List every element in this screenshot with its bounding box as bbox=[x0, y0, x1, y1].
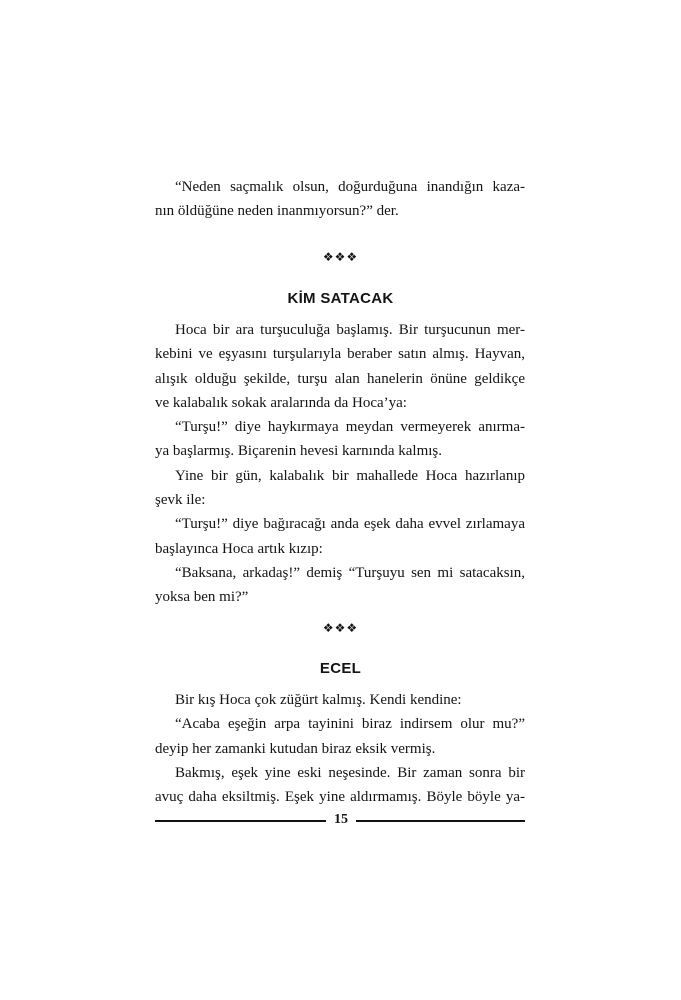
text-line: ve kalabalık sokak aralarında da Hoca’ya: bbox=[155, 394, 407, 411]
ornament-divider: ❖❖❖ bbox=[322, 250, 359, 264]
section-body-kim-satacak bbox=[155, 318, 525, 610]
ornament-divider: ❖❖❖ bbox=[322, 621, 359, 635]
section-title: KİM SATACAK bbox=[287, 290, 394, 307]
text-line: Bir kış Hoca çok züğürt kalmış. Kendi kendine: bbox=[175, 692, 462, 708]
text-line: başlayınca Hoca artık kızıp: bbox=[155, 540, 323, 557]
text-line: “Neden saçmalık olsun, doğurduğuna inandığın kaza- bbox=[175, 179, 525, 195]
text-line: Yine bir gün, kalabalık bir mahallede Hoca hazırlanıp bbox=[175, 467, 525, 484]
text-line: Hoca bir ara turşuculuğa başlamış. Bir turşucunun mer- bbox=[175, 322, 525, 338]
text-line: deyip her zamanki kutudan biraz eksik vermiş. bbox=[155, 740, 436, 757]
footer-rule-right bbox=[356, 820, 525, 822]
text-line: kebini ve eşyasını turşularıyla beraber satın almış. Hayvan, bbox=[155, 346, 525, 363]
section-title: ECEL bbox=[319, 660, 362, 677]
text-line: alışık olduğu şekilde, turşu alan hanelerin önüne geldikçe bbox=[155, 370, 525, 387]
text-line: Bakmış, eşek yine eski neşesinde. Bir zaman sonra bir bbox=[175, 764, 525, 781]
text-line: nın öldüğüne neden inanmıyorsun?” der. bbox=[155, 203, 399, 220]
continuation-text bbox=[155, 175, 525, 224]
text-line: “Acaba eşeğin arpa tayinini biraz indirsem olur mu?” bbox=[175, 716, 525, 733]
text-line: “Baksana, arkadaş!” demiş “Turşuyu sen mi satacaksın, bbox=[175, 564, 525, 581]
page-number: 15 bbox=[334, 812, 348, 827]
text-line: “Turşu!” diye haykırmaya meydan vermeyerek anırma- bbox=[175, 419, 525, 436]
section-body-ecel bbox=[155, 688, 525, 809]
text-line: ya başlarmış. Biçarenin hevesi karnında kalmış. bbox=[155, 443, 442, 460]
text-line: şevk ile: bbox=[155, 492, 206, 509]
text-line: yoksa ben mi?” bbox=[155, 589, 249, 606]
footer-rule-left bbox=[155, 820, 326, 822]
text-line: avuç daha eksiltmiş. Eşek yine aldırmamış. Böyle böyle ya- bbox=[155, 789, 525, 806]
text-line: “Turşu!” diye bağıracağı anda eşek daha evvel zırlamaya bbox=[175, 516, 525, 533]
